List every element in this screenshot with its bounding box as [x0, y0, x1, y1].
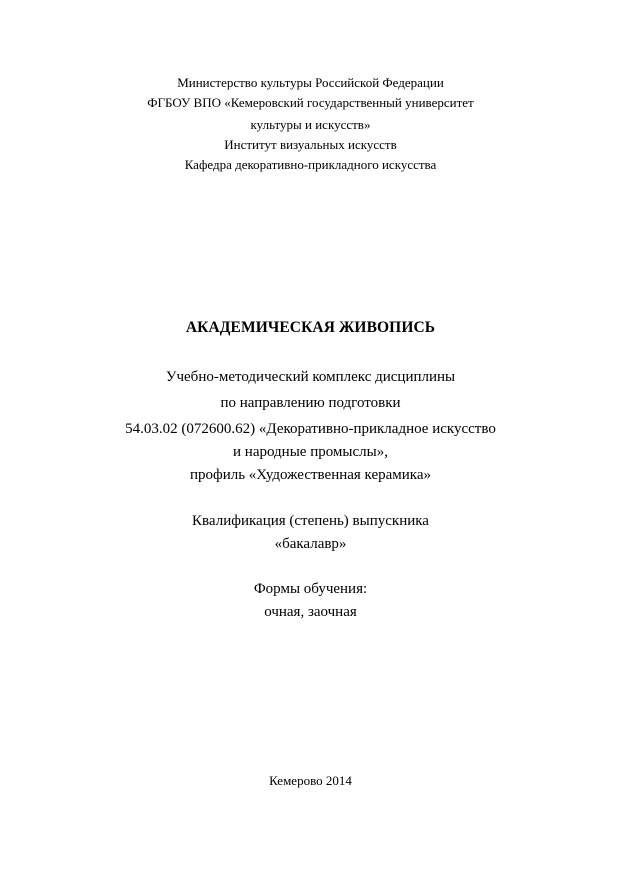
study-forms-line-1: Формы обучения:: [253, 581, 368, 597]
document-title: АКАДЕМИЧЕСКАЯ ЖИВОПИСЬ: [185, 319, 436, 336]
qualification-line-2: «бакалавр»: [274, 536, 347, 552]
city-year: Кемерово 2014: [269, 773, 352, 788]
ministry-line: Министерство культуры Российской Федерации: [177, 75, 444, 90]
subtitle-line-2: по направлению подготовки: [220, 395, 401, 411]
university-line-1: ФГБОУ ВПО «Кемеровский государственный университет: [147, 95, 474, 110]
study-forms-line-2: очная, заочная: [264, 604, 357, 620]
subtitle-line-3: 54.03.02 (072600.62) «Декоративно-прикладное искусство: [125, 421, 496, 437]
subtitle-line-4: и народные промыслы»,: [233, 444, 388, 460]
subtitle-line-1: Учебно-методический комплекс дисциплины: [165, 369, 456, 385]
institute-line: Институт визуальных искусств: [224, 137, 397, 152]
subtitle-line-5: профиль «Художественная керамика»: [189, 467, 432, 483]
department-line: Кафедра декоративно-прикладного искусства: [184, 157, 437, 172]
university-line-2: культуры и искусств»: [250, 117, 371, 132]
qualification-line-1: Квалификация (степень) выпускника: [192, 513, 429, 529]
